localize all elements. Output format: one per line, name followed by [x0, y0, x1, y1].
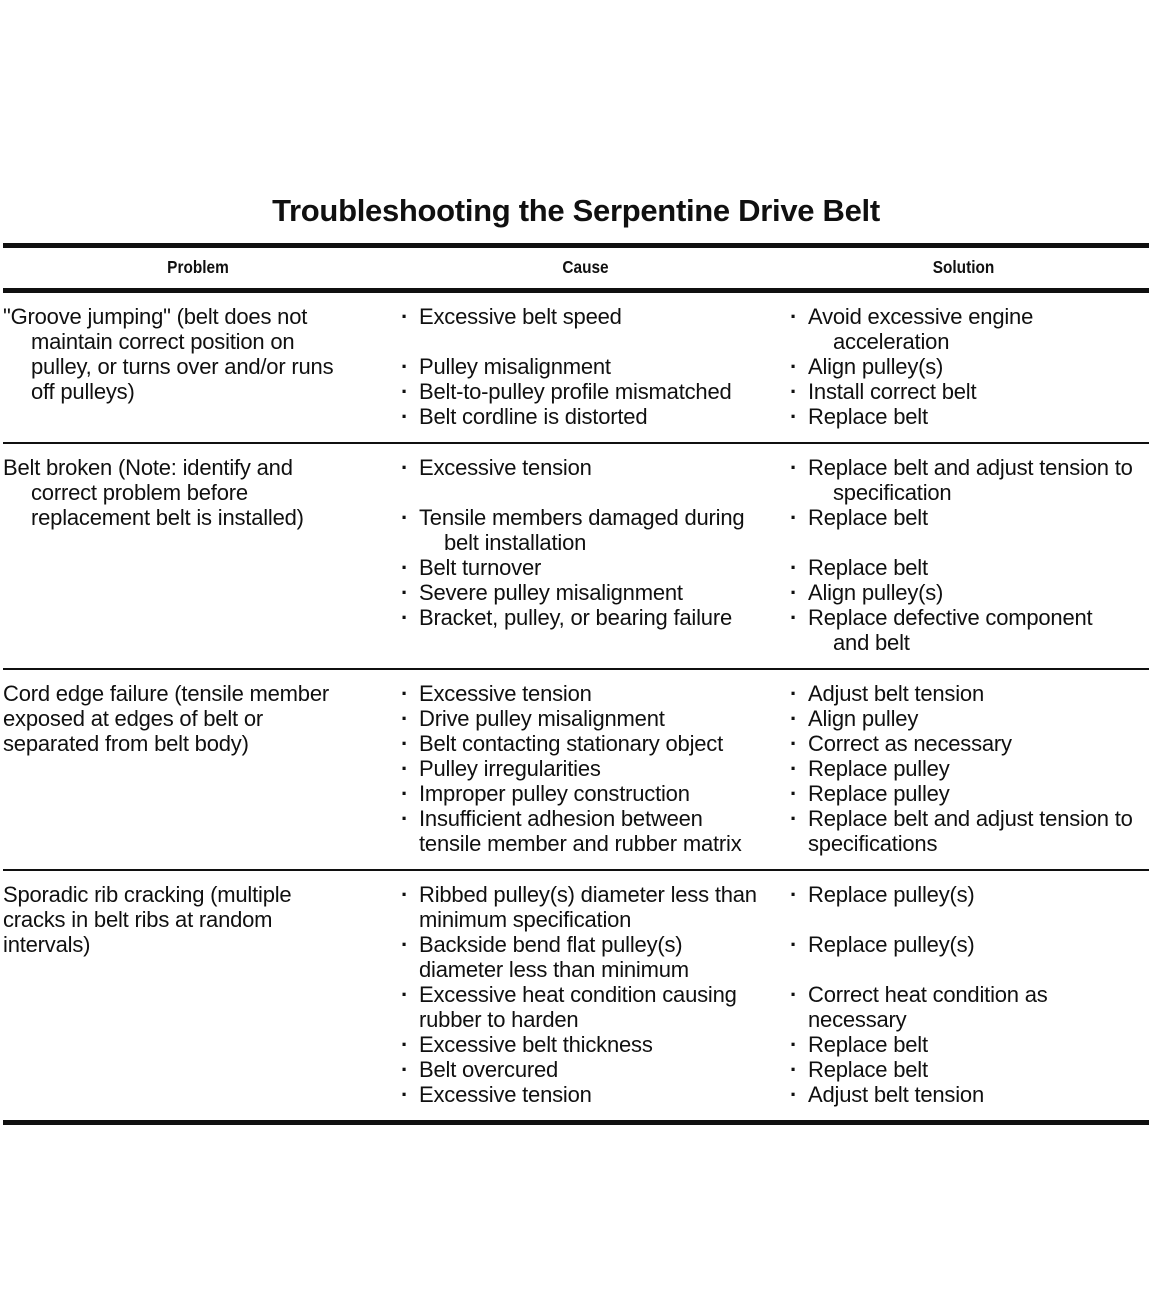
cause-item	[393, 1057, 778, 1082]
cause-item	[393, 304, 778, 354]
bullet-icon: ·	[790, 505, 798, 530]
bullet-icon: ·	[790, 756, 798, 781]
bullet-icon: ·	[790, 605, 798, 630]
cause-solution-pair	[393, 882, 1149, 932]
cause-item	[393, 882, 778, 932]
solution-text: Replace belt	[808, 404, 928, 429]
cause-item	[393, 706, 778, 731]
cause-item	[393, 1032, 778, 1057]
cause-item	[393, 605, 778, 655]
cause-text: Tensile members damaged during belt installation	[419, 505, 745, 555]
solution-text: Install correct belt	[808, 379, 977, 404]
solution-item	[778, 731, 1149, 756]
cause-text: Pulley irregularities	[419, 756, 601, 781]
solution-text: Replace belt	[808, 1032, 928, 1057]
cause-text: Belt cordline is distorted	[419, 404, 648, 429]
solution-text: Replace pulley(s)	[808, 882, 975, 907]
solution-text: Replace pulley	[808, 756, 950, 781]
bullet-icon: ·	[401, 806, 409, 831]
solution-item	[778, 932, 1149, 982]
bullet-icon: ·	[401, 1032, 409, 1057]
solution-text: Adjust belt tension	[808, 1082, 984, 1107]
cause-solution-pairs	[393, 455, 1149, 655]
table-row	[3, 668, 1149, 869]
cause-item	[393, 781, 778, 806]
bullet-icon: ·	[790, 731, 798, 756]
cause-solution-pair	[393, 304, 1149, 354]
bullet-icon: ·	[790, 806, 798, 831]
cause-solution-pair	[393, 932, 1149, 982]
table-row	[3, 869, 1149, 1120]
cause-solution-pair	[393, 555, 1149, 580]
cause-text: Excessive tension	[419, 1082, 592, 1107]
solution-item	[778, 982, 1149, 1032]
solution-text: Replace pulley	[808, 781, 950, 806]
cause-solution-pair	[393, 580, 1149, 605]
document-page	[3, 0, 1149, 1125]
cause-solution-pair	[393, 404, 1149, 429]
solution-item	[778, 354, 1149, 379]
bottom-rule	[3, 1120, 1149, 1125]
cause-solution-pair	[393, 379, 1149, 404]
bullet-icon: ·	[401, 580, 409, 605]
cause-solution-pair	[393, 605, 1149, 655]
bullet-icon: ·	[401, 304, 409, 329]
cause-item	[393, 455, 778, 505]
bullet-icon: ·	[401, 354, 409, 379]
bullet-icon: ·	[401, 404, 409, 429]
cause-solution-pairs	[393, 882, 1149, 1107]
cause-text: Insufficient adhesion between tensile member and rubber matrix	[419, 806, 742, 856]
table-header-row	[3, 248, 1149, 288]
cause-text: Excessive belt speed	[419, 304, 622, 329]
page-title: Troubleshooting the Serpentine Drive Belt	[272, 193, 880, 228]
cause-item	[393, 580, 778, 605]
solution-item	[778, 555, 1149, 580]
solution-text: Replace belt	[808, 555, 928, 580]
cause-text: Pulley misalignment	[419, 354, 611, 379]
cause-solution-pair	[393, 706, 1149, 731]
cause-solution-pair	[393, 982, 1149, 1032]
table-row	[3, 293, 1149, 442]
bullet-icon: ·	[401, 1057, 409, 1082]
bullet-icon: ·	[790, 681, 798, 706]
cause-text: Belt contacting stationary object	[419, 731, 724, 756]
bullet-icon: ·	[401, 1082, 409, 1107]
cause-text: Excessive belt thickness	[419, 1032, 653, 1057]
cause-text: Backside bend flat pulley(s) diameter less than minimum	[419, 932, 689, 982]
bullet-icon: ·	[790, 379, 798, 404]
problem-cell: Sporadic rib cracking (multiple cracks in belt ribs at random intervals)	[3, 882, 292, 957]
cause-text: Drive pulley misalignment	[419, 706, 665, 731]
solution-text: Correct heat condition as necessary	[808, 982, 1048, 1032]
bullet-icon: ·	[401, 982, 409, 1007]
bullet-icon: ·	[401, 455, 409, 480]
cause-solution-pair	[393, 1057, 1149, 1082]
cause-solution-pair	[393, 756, 1149, 781]
cause-item	[393, 681, 778, 706]
bullet-icon: ·	[790, 706, 798, 731]
cause-item	[393, 982, 778, 1032]
problem-cell: Cord edge failure (tensile member exposed at edges of belt or separated from belt body)	[3, 681, 329, 756]
cause-item	[393, 932, 778, 982]
bullet-icon: ·	[401, 882, 409, 907]
cause-solution-pair	[393, 806, 1149, 856]
bullet-icon: ·	[790, 932, 798, 957]
bullet-icon: ·	[790, 781, 798, 806]
solution-item	[778, 455, 1149, 505]
solution-item	[778, 756, 1149, 781]
solution-text: Replace belt	[808, 505, 928, 530]
bullet-icon: ·	[790, 404, 798, 429]
bullet-icon: ·	[790, 455, 798, 480]
column-header-cause: Cause	[562, 257, 609, 277]
bullet-icon: ·	[790, 1057, 798, 1082]
solution-text: Replace defective component and belt	[808, 605, 1093, 655]
solution-text: Align pulley	[808, 706, 919, 731]
cause-solution-pair	[393, 505, 1149, 555]
solution-text: Correct as necessary	[808, 731, 1012, 756]
solution-item	[778, 580, 1149, 605]
solution-text: Replace belt and adjust tension to specification	[808, 455, 1133, 505]
bullet-icon: ·	[401, 379, 409, 404]
bullet-icon: ·	[790, 354, 798, 379]
cause-solution-pair	[393, 681, 1149, 706]
solution-item	[778, 505, 1149, 555]
bullet-icon: ·	[401, 706, 409, 731]
problem-cell: Belt broken (Note: identify and correct problem before replacement belt is installed)	[3, 455, 304, 530]
bullet-icon: ·	[401, 681, 409, 706]
solution-text: Align pulley(s)	[808, 580, 944, 605]
solution-item	[778, 781, 1149, 806]
bullet-icon: ·	[790, 1032, 798, 1057]
solution-item	[778, 1082, 1149, 1107]
bullet-icon: ·	[401, 781, 409, 806]
solution-item	[778, 404, 1149, 429]
solution-item	[778, 681, 1149, 706]
cause-solution-pair	[393, 731, 1149, 756]
cause-text: Excessive heat condition causing rubber to harden	[419, 982, 737, 1032]
solution-text: Replace belt and adjust tension to specifications	[808, 806, 1133, 856]
cause-solution-pair	[393, 455, 1149, 505]
solution-text: Replace pulley(s)	[808, 932, 975, 957]
solution-item	[778, 1032, 1149, 1057]
cause-text: Severe pulley misalignment	[419, 580, 683, 605]
bullet-icon: ·	[790, 882, 798, 907]
cause-solution-pair	[393, 1082, 1149, 1107]
column-header-problem: Problem	[167, 257, 229, 277]
bullet-icon: ·	[790, 555, 798, 580]
cause-text: Excessive tension	[419, 455, 592, 480]
solution-item	[778, 379, 1149, 404]
cause-text: Belt-to-pulley profile mismatched	[419, 379, 732, 404]
cause-solution-pairs	[393, 304, 1149, 429]
solution-item	[778, 1057, 1149, 1082]
cause-text: Belt turnover	[419, 555, 542, 580]
solution-item	[778, 806, 1149, 856]
bullet-icon: ·	[401, 555, 409, 580]
cause-solution-pair	[393, 1032, 1149, 1057]
cause-text: Belt overcured	[419, 1057, 559, 1082]
cause-text: Ribbed pulley(s) diameter less than minimum specification	[419, 882, 757, 932]
solution-text: Adjust belt tension	[808, 681, 984, 706]
solution-text: Align pulley(s)	[808, 354, 944, 379]
cause-item	[393, 731, 778, 756]
bullet-icon: ·	[790, 982, 798, 1007]
cause-text: Bracket, pulley, or bearing failure	[419, 605, 732, 630]
cause-text: Excessive tension	[419, 681, 592, 706]
cause-item	[393, 379, 778, 404]
bullet-icon: ·	[401, 605, 409, 630]
cause-solution-pairs	[393, 681, 1149, 856]
bullet-icon: ·	[401, 731, 409, 756]
bullet-icon: ·	[401, 756, 409, 781]
solution-item	[778, 706, 1149, 731]
bullet-icon: ·	[790, 580, 798, 605]
solution-text: Replace belt	[808, 1057, 928, 1082]
table-body	[3, 293, 1149, 1120]
solution-item	[778, 605, 1149, 655]
cause-item	[393, 756, 778, 781]
cause-item	[393, 555, 778, 580]
cause-item	[393, 1082, 778, 1107]
cause-item	[393, 806, 778, 856]
bullet-icon: ·	[790, 304, 798, 329]
column-header-solution: Solution	[932, 257, 995, 277]
cause-solution-pair	[393, 781, 1149, 806]
cause-text: Improper pulley construction	[419, 781, 690, 806]
cause-item	[393, 505, 778, 555]
table-row	[3, 442, 1149, 668]
bullet-icon: ·	[401, 505, 409, 530]
bullet-icon: ·	[790, 1082, 798, 1107]
cause-item	[393, 354, 778, 379]
problem-cell: "Groove jumping" (belt does not maintain correct position on pulley, or turns over and/or runs off pulleys)	[3, 304, 334, 404]
cause-solution-pair	[393, 354, 1149, 379]
solution-text: Avoid excessive engine acceleration	[808, 304, 1034, 354]
solution-item	[778, 304, 1149, 354]
cause-item	[393, 404, 778, 429]
solution-item	[778, 882, 1149, 932]
bullet-icon: ·	[401, 932, 409, 957]
